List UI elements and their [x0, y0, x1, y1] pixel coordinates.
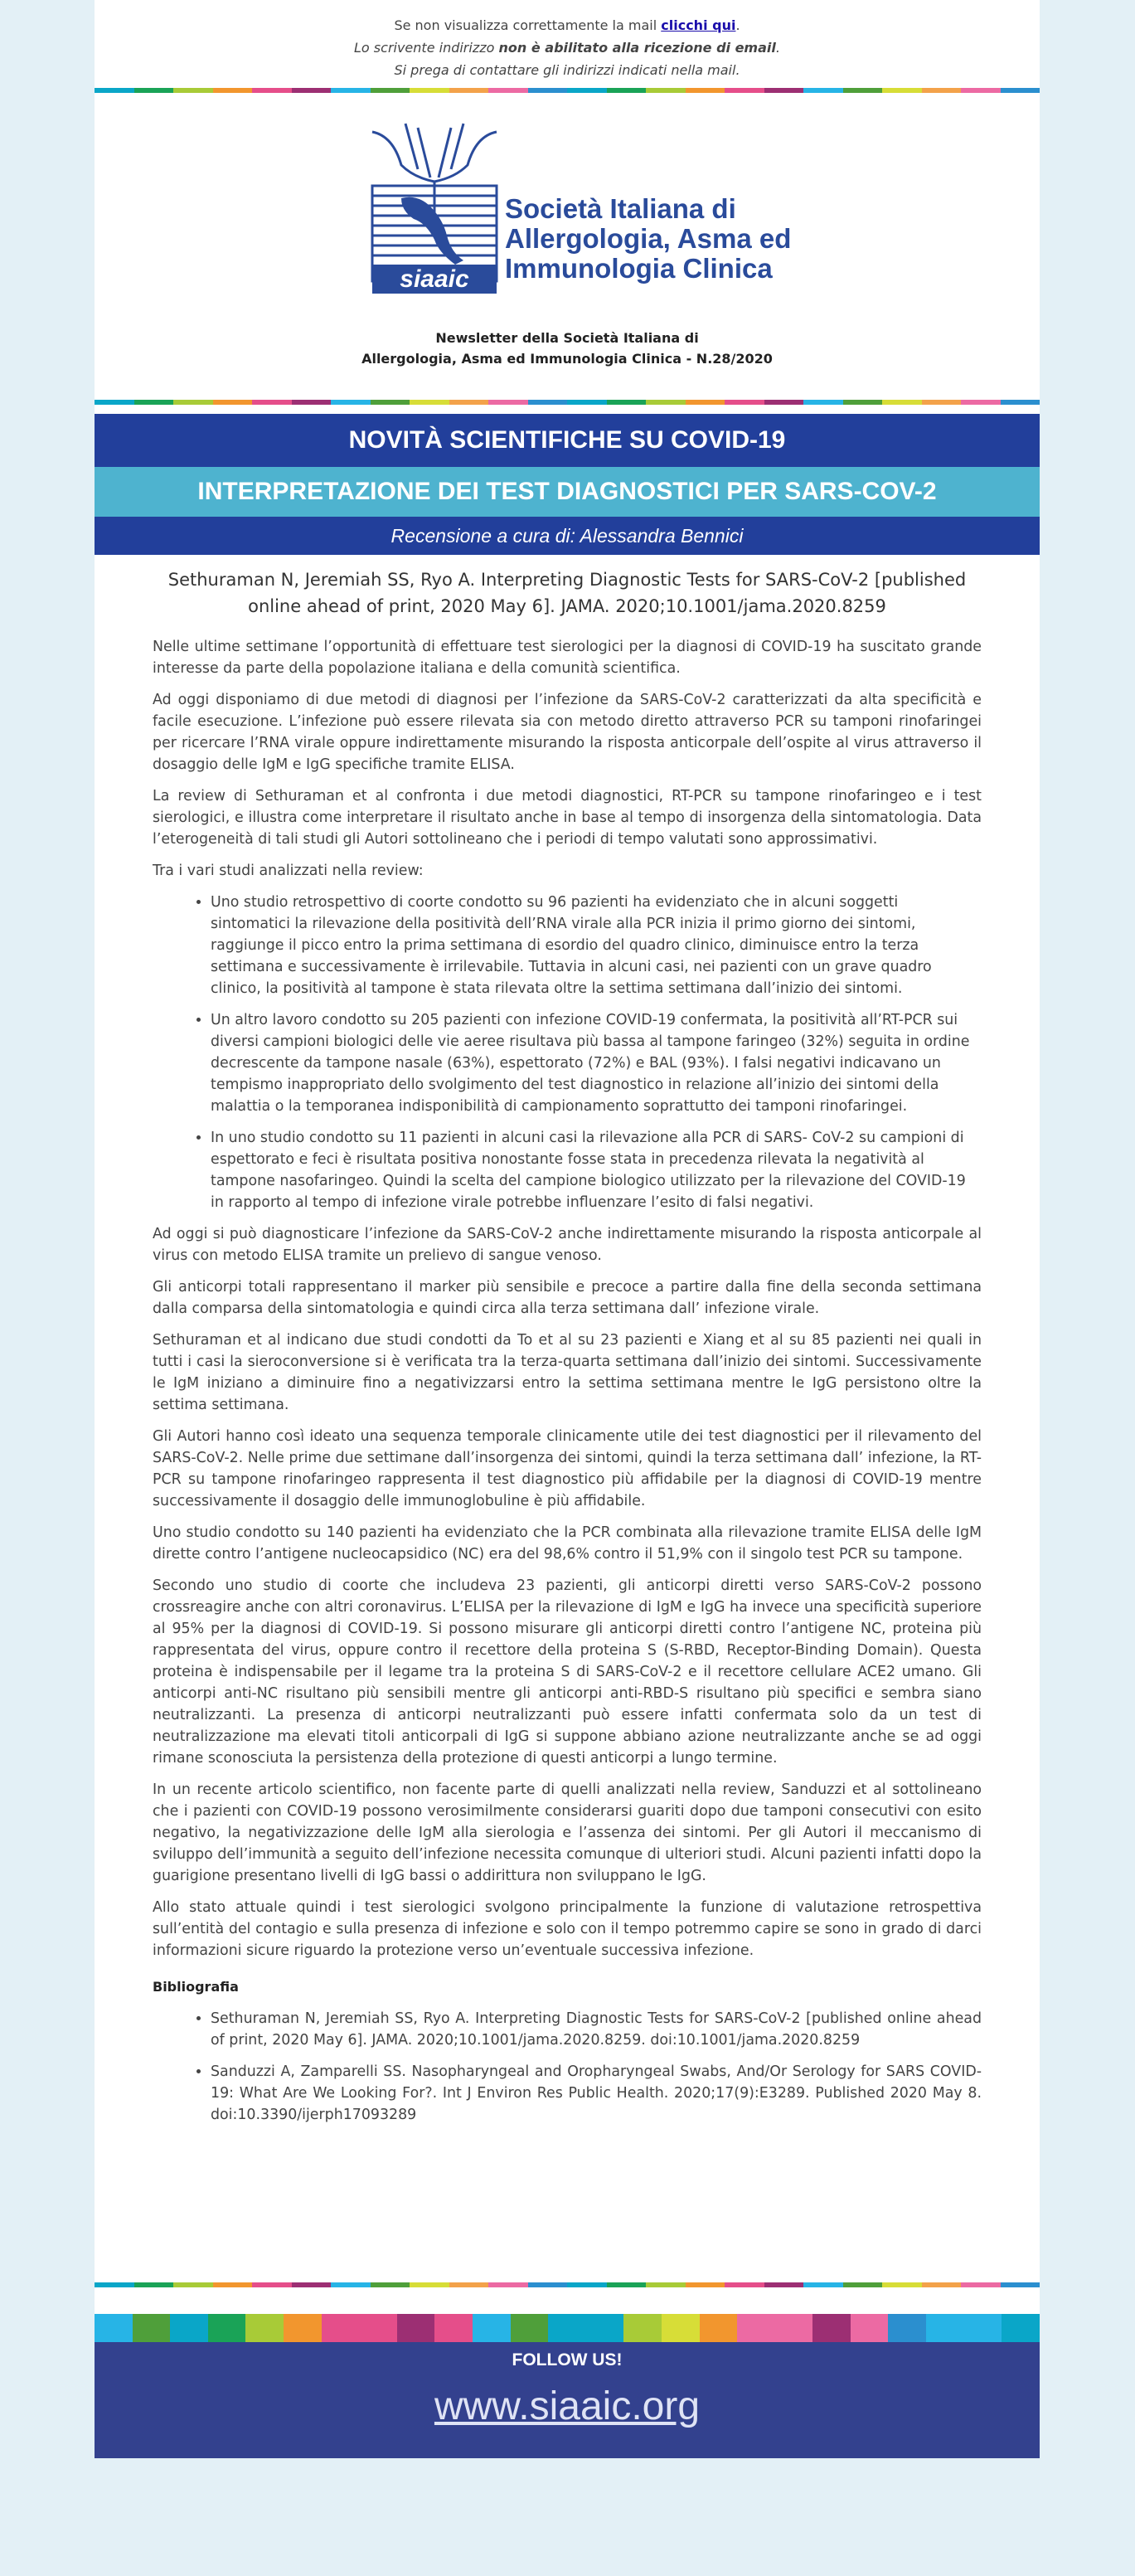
- stripe-segment: [95, 2314, 133, 2342]
- preheader-line-2: Lo scrivente indirizzo non è abilitato alla ricezione di email.: [354, 40, 780, 56]
- preheader: [95, 0, 1040, 81]
- stripe-segment: [292, 2282, 332, 2287]
- stripe-segment: [775, 2314, 813, 2342]
- stripe-segment: [322, 2314, 360, 2342]
- stripe-segment: [449, 400, 489, 405]
- stripe-segment: [888, 2314, 926, 2342]
- stripe-segment: [882, 2282, 922, 2287]
- siaaic-logo-icon: [368, 119, 501, 310]
- stripe-segment: [397, 2314, 435, 2342]
- stripe-segment: [567, 2282, 607, 2287]
- stripe-segment: [371, 2282, 410, 2287]
- paragraph: Uno studio condotto su 140 pazienti ha evidenziato che la PCR combinata alla rilevazione tramite ELISA delle IgM dirette contro l’antigene nucleocapsidico (NC) era del 98,6% contro il 51,9% con il singolo test PCR su tampone.: [153, 1524, 982, 1563]
- newsletter-issue: Newsletter della Società Italiana di Allergologia, Asma ed Immunologia Clinica - N.28/2020: [361, 330, 773, 367]
- stripe-segment: [359, 2314, 397, 2342]
- list-item: • Uno studio retrospettivo di coorte condotto su 96 pazienti ha evidenziato che in alcuni soggetti sintomatici la rilevazione della positività dell’RNA virale alla PCR inizia il primo giorno dei sintomi, raggiunge il picco entro la prima settimana di esordio del quadro clinico, diminuisce entro la terza settimana e successivamente è irrilevabile. Tuttavia in alcuni casi, nei pazienti con un grave quadro clinico, la positività al tampone è stata rilevata oltre la settima settimana dall’inizio dei sintomi.: [211, 892, 982, 999]
- stripe-segment: [331, 2282, 371, 2287]
- stripe-segment: [528, 2282, 568, 2287]
- stripe-segment: [764, 2282, 804, 2287]
- stripe-segment: [843, 400, 883, 405]
- stripe-segment: [567, 400, 607, 405]
- stripe-segment: [292, 400, 332, 405]
- stripe-segment: [607, 400, 647, 405]
- stripe-segment: [252, 2282, 292, 2287]
- paragraph: Gli anticorpi totali rappresentano il marker più sensibile e precoce a partire dalla fine della seconda settimana dalla comparsa della sintomatologia e quindi circa alla terza settimana dall’ infezione virale.: [153, 1279, 982, 1317]
- stripe-segment: [922, 400, 962, 405]
- bibliography-item: • Sanduzzi A, Zamparelli SS. Nasopharyngeal and Oropharyngeal Swabs, And/Or Serology for SARS COVID-19: What Are We Looking For?. Int J Environ Res Public Health. 2020;17(9):E3289. Published 2020 May 8. doi:10.3390/ijerph17093289: [211, 2061, 982, 2126]
- article-citation: Sethuraman N, Jeremiah SS, Ryo A. Interpreting Diagnostic Tests for SARS-CoV-2 [published online ahead of print, 2020 May 6]. JAMA. 2020;10.1001/jama.2020.8259: [167, 570, 967, 616]
- list-item: • In uno studio condotto su 11 pazienti in alcuni casi la rilevazione alla PCR di SARS- CoV-2 su campioni di espettorato e feci è risultata positiva nonostante fosse stata in precedenza rilevata la negatività al tampone nasofaringeo. Quindi la scelta del campione biologico utilizzato per la rilevazione del COVID-19 in rapporto al tempo di infezione virale potrebbe influenzare l’esito di falsi negativi.: [211, 1127, 982, 1213]
- paragraph: Nelle ultime settimane l’opportunità di effettuare test sierologici per la diagnosi di COVID-19 ha suscitato grande interesse da parte della popolazione italiana e della comunità scientifica.: [153, 639, 982, 677]
- section-banner: NOVITÀ SCIENTIFICHE SU COVID-19: [95, 414, 1040, 467]
- stripe-segment: [434, 2314, 473, 2342]
- paragraph: Secondo uno studio di coorte che includeva 23 pazienti, gli anticorpi diretti verso SARS-CoV-2 possono crossreagire anche con altri coronavirus. L’ELISA per la rilevazione di IgM e IgG ha invece una specificità superiore al 95% per la diagnosi di COVID-19. Si possono misurare gli anticorpi diretti contro l’antigene NC, proteina più rappresentata del virus, oppure contro il recettore della proteina S (S-RBD, Receptor-Binding Domain). Questa proteina è indispensabile per il legame tra la proteina S di SARS-CoV-2 e il recettore cellulare ACE2 umano. Gli anticorpi anti-NC risultano più sensibili mentre gli anticorpi anti-RBD-S risultano più specifici e sembra siano neutralizzanti. La presenza di anticorpi neutralizzanti può essere infatti confermata solo da un test di neutralizzazione ma elevati titoli anticorpali di IgG si suppone abbiano azione neutralizzante anche se ad oggi rimane sconosciuta la persistenza della protezione di questi anticorpi a lungo termine.: [153, 1577, 982, 1767]
- stripe-segment: [371, 400, 410, 405]
- stripe-segment: [686, 400, 725, 405]
- newsletter-page: [95, 0, 1040, 2458]
- stripe-segment: [1002, 2314, 1040, 2342]
- stripe-segment: [1001, 2282, 1040, 2287]
- article-body: [95, 620, 1040, 2126]
- stripe-segment: [961, 2282, 1001, 2287]
- stripe-segment: [646, 400, 686, 405]
- logo-area: [95, 93, 1040, 367]
- paragraph: Allo stato attuale quindi i test sierologici svolgono principalmente la funzione di valutazione retrospettiva sull’entità del contagio e sulla presenza di infezione e solo con il tempo potremmo capire se sono in grado di darci informazioni sicure riguardo la protezione verso un’eventuale successiva infezione.: [153, 1899, 982, 1959]
- stripe-segment: [528, 400, 568, 405]
- view-online-link[interactable]: clicchi qui: [661, 17, 736, 33]
- paragraph: Gli Autori hanno così ideato una sequenza temporale clinicamente utile dei test diagnostici per il rilevamento del SARS-CoV-2. Nelle prime due settimane dall’insorgenza dei sintomi, quindi la terza settimana dall’ infezione, la RT-PCR su tampone rinofaringeo rappresenta il test diagnostico più affidabile per la diagnosi di COVID-19 mentre successivamente il dosaggio delle immunoglobuline è più affidabile.: [153, 1428, 982, 1509]
- stripe-segment: [213, 2282, 253, 2287]
- stripe-segment: [843, 2282, 883, 2287]
- stripe-segment: [1001, 400, 1040, 405]
- stripe-segment: [488, 400, 528, 405]
- stripe-segment: [882, 400, 922, 405]
- footer-panel: [95, 2342, 1040, 2458]
- stripe-segment: [410, 2282, 449, 2287]
- stripe-segment: [725, 400, 764, 405]
- footer-color-stripe: [95, 2314, 1040, 2342]
- stripe-segment: [410, 400, 449, 405]
- stripe-segment: [803, 400, 843, 405]
- stripe-segment: [134, 2282, 174, 2287]
- stripe-segment: [511, 2314, 549, 2342]
- stripe-segment: [173, 400, 213, 405]
- logo-name: Società Italiana di Allergologia, Asma ed Immunologia Clinica: [505, 193, 792, 284]
- paragraph: Sethuraman et al indicano due studi condotti da To et al su 23 pazienti e Xiang et al su 85 pazienti nei quali in tutti i casi la sieroconversione si è verificata tra la terza-quarta settimana dall’inizio dei sintomi. Successivamente le IgM iniziano a diminuire fino a negativizzarsi entro la settima settimana mentre le IgG persistono oltre la settima settimana.: [153, 1332, 982, 1413]
- stripe-segment: [922, 2282, 962, 2287]
- stripe-segment: [95, 400, 134, 405]
- stripe-segment: [95, 2282, 134, 2287]
- stripe-segment: [812, 2314, 851, 2342]
- logo-mark: siaaic: [400, 265, 469, 293]
- stripe-segment: [170, 2314, 208, 2342]
- stripe-segment: [586, 2314, 624, 2342]
- paragraph: Ad oggi disponiamo di due metodi di diagnosi per l’infezione da SARS-CoV-2 caratterizzati da alta specificità e facile esecuzione. L’infezione può essere rilevata sia con metodo diretto attraverso PCR su tamponi rinofaringei per ricercare l’RNA virale oppure indirettamente misurando la risposta anticorpale dell’ospite al virus attraverso il dosaggio delle IgM e IgG specifiche tramite ELISA.: [153, 692, 982, 773]
- stripe-segment: [473, 2314, 511, 2342]
- stripe-segment: [662, 2314, 700, 2342]
- stripe-segment: [252, 400, 292, 405]
- article-title: INTERPRETAZIONE DEI TEST DIAGNOSTICI PER SARS-COV-2: [95, 467, 1040, 517]
- list-item: • Un altro lavoro condotto su 205 pazienti con infezione COVID-19 confermata, la positività all’RT-PCR sui diversi campioni biologici delle vie aeree risultava più bassa al tampone faringeo (32%) seguita in ordine decrescente da tampone nasale (63%), espettorato (72%) e BAL (93%). I falsi negativi indicavano un tempismo inappropriato dello svolgimento del test diagnostico in relazione all’inizio dei sintomi della malattia o la temporanea indisponibilità di campionamento soprattutto dei tamponi rinofaringei.: [211, 1009, 982, 1117]
- follow-us-label: FOLLOW US!: [512, 2350, 623, 2369]
- stripe-segment: [607, 2282, 647, 2287]
- stripe-segment: [764, 400, 804, 405]
- stripe-segment: [803, 2282, 843, 2287]
- stripe-segment: [623, 2314, 662, 2342]
- stripe-segment: [961, 400, 1001, 405]
- stripe-segment: [725, 2282, 764, 2287]
- stripe-segment: [284, 2314, 322, 2342]
- bibliography-heading: Bibliografia: [153, 1979, 239, 1995]
- paragraph: Tra i vari studi analizzati nella review:: [153, 863, 424, 879]
- paragraph: La review di Sethuraman et al confronta i due metodi diagnostici, RT-PCR su tampone rinofaringeo e i test sierologici, e illustra come interpretare il risultato anche in base al tempo di insorgenza della sintomatologia. Data l’eterogeneità di tali studi gli Autori sottolineano che i periodi di tempo valutati sono approssimativi.: [153, 788, 982, 848]
- rainbow-divider-bottom: [95, 2282, 1040, 2287]
- stripe-segment: [737, 2314, 775, 2342]
- reviewer-line: Recensione a cura di: Alessandra Bennici: [95, 517, 1040, 555]
- preheader-line-1: Se non visualizza correttamente la mail clicchi qui.: [394, 17, 740, 33]
- website-link[interactable]: www.siaaic.org: [434, 2384, 701, 2428]
- stripe-segment: [245, 2314, 284, 2342]
- paragraph: Ad oggi si può diagnosticare l’infezione da SARS-CoV-2 anche indirettamente misurando la risposta anticorpale al virus con metodo ELISA tramite un prelievo di sangue venoso.: [153, 1226, 982, 1264]
- stripe-segment: [331, 400, 371, 405]
- stripe-segment: [449, 2282, 489, 2287]
- stripe-segment: [134, 400, 174, 405]
- stripe-segment: [173, 2282, 213, 2287]
- stripe-segment: [851, 2314, 889, 2342]
- stripe-segment: [926, 2314, 964, 2342]
- stripe-segment: [213, 400, 253, 405]
- stripe-segment: [686, 2282, 725, 2287]
- footer: [95, 2314, 1040, 2458]
- preheader-line-3: Si prega di contattare gli indirizzi indicati nella mail.: [394, 62, 740, 78]
- bibliography-item: • Sethuraman N, Jeremiah SS, Ryo A. Interpreting Diagnostic Tests for SARS-CoV-2 [published online ahead of print, 2020 May 6]. JAMA. 2020;10.1001/jama.2020.8259. doi:10.1001/jama.2020.8259: [211, 2008, 982, 2051]
- stripe-segment: [488, 2282, 528, 2287]
- stripe-segment: [548, 2314, 586, 2342]
- stripe-segment: [700, 2314, 738, 2342]
- stripe-segment: [964, 2314, 1002, 2342]
- paragraph: In un recente articolo scientifico, non facente parte di quelli analizzati nella review, Sanduzzi et al sottolineano che i pazienti con COVID-19 possono verosimilmente considerarsi guariti dopo due tamponi consecutivi con esito negativo, la negativizzazione delle IgM alla sierologia e l’assenza dei sintomi. Per gli Autori il meccanismo di sviluppo dell’immunità a seguito dell’infezione necessita comunque di ulteriori studi. Alcuni pazienti infatti dopo la guarigione presentano livelli di IgG bassi o addirittura non sviluppano le IgG.: [153, 1781, 982, 1884]
- bibliography-list: [153, 2008, 982, 2126]
- stripe-segment: [646, 2282, 686, 2287]
- studies-list: [153, 892, 982, 1213]
- stripe-segment: [208, 2314, 246, 2342]
- rainbow-divider-mid: [95, 400, 1040, 405]
- stripe-segment: [133, 2314, 171, 2342]
